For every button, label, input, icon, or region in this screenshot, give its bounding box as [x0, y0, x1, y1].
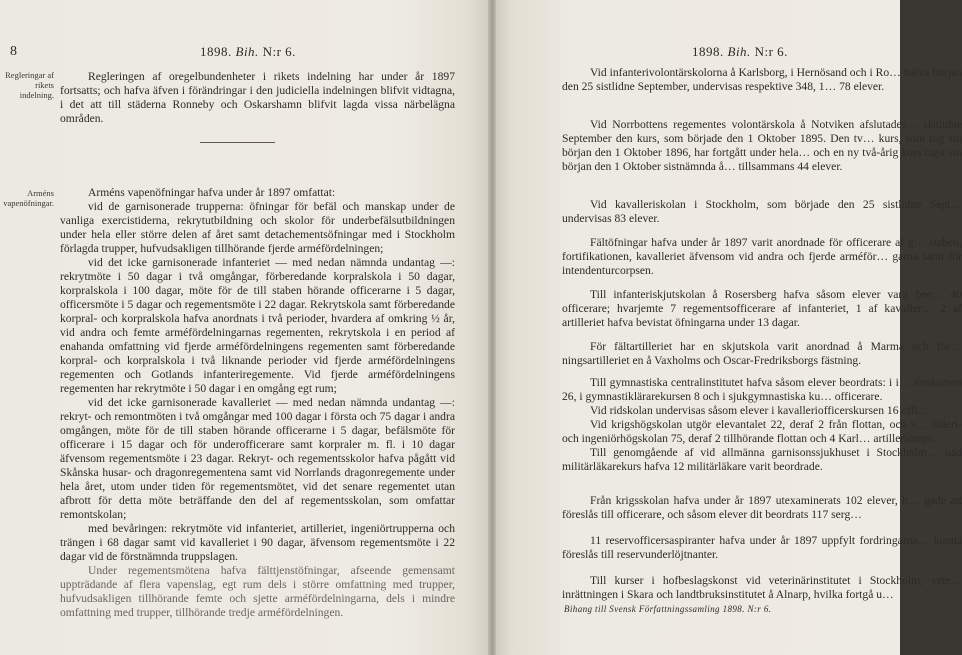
paragraph-krigsskolan: Från krigsskolan hafva under år 1897 utexaminerats 102 elever, h… gade att föreslås till officerare, och såsom elever dit beordrats 117 serg… [562, 494, 962, 521]
right-block-1 [562, 66, 962, 94]
paragraph-gymnastiska: Till gymnastiska centralinstitutet hafva såsom elever beordrats: i i… törskursen 26, i gymnastiklärarekursen 8 och i sjukgymnastiska ku… officerare. [562, 376, 962, 403]
paragraph-bevaringen: med bevåringen: rekrytmöte vid infanteriet, artilleriet, ingeniörtrupperna och trängen i 68 dagar samt vid kavalleriet i 90 dagar, äfvensom regementsmöte i 22 dagar vid de förstnämnda truppslagen. [60, 522, 455, 563]
paragraph-kavalleriet: vid det icke garnisonerade kavalleriet — med nedan nämnda undantag —: rekryt- och remontmöten i två omgångar med 100 dagar i första och 75 dagar i andra omgången, möte för de till staben hörande officerarne i 5 dagar, befälsmöte för officerare i 15 dagar och för underofficerare samt korpraler m. fl. i 10 dagar äfvensom regementsmöte i 23 dagar. Rekryt- och regementsskolor hafva pågått vid Skånska husar- och dragonregementena samt vid Norrlands dragonregemente under hela året, utom under tiden för regementsmötet, vid det senare regementet utan afbrott för detta möte beträffande den del af regementsskolan, som omfattar remontskolan; [60, 396, 455, 521]
paragraph-infanteriet: vid det icke garnisonerade infanteriet — med nedan nämnda undantag —: rekrytmöte i 50 dagar i två omgångar, förberedande korpralskola i 50 dagar, korpralskola i 100 dagar, möte för de till staben hörande officerarne i 5 dagar, officersmöte i 5 dagar och regementsmöte i 22 dagar. Rekrytskola samt förberedande korpral- och korpralskola hafva anordnats i två perioder, hvardera af omkring ½ år, vid andra och femte arméfördelningarnas regementen, rekrytskola i en period af enahanda omfattning vid fjerde arméfördelningens regementen samt förberedande korpral- och korpralskola i två liknande perioder vid fjerde arméfördelningens regementen och Gotlands infanteriregemente. Vid fjerde arméfördelningens regementen har rekrytmöte i 50 dagar i en omgång egt rum; [60, 256, 455, 395]
paragraph-hofbeslag: Till kurser i hofbeslagskonst vid veterinärinstitutet i Stockholm, vete… inrättningen i Skara och landtbruksinstitutet å Alnarp, hvilka fortgå u… [562, 574, 962, 601]
paragraph-norrbotten: Vid Norrbottens regementes volontärskola å Notviken afslutades… sistlidne September den kurs, som började den 1 Oktober 1895. Den tv… kurs, som tog sin början den 1 Oktober 1896, har fortgått under hela… och en ny två-årig kurs tagit sin början den 1 Oktober sistnämnda å… tillsammans 44 elever. [562, 118, 962, 173]
paragraph-faltofningar: Fältöfningar hafva under år 1897 varit anordnade för officerare af g… staben, fortifikationen, kavalleriet äfvensom vid andra och fjerde arméför… garna samt för intendenturcorpsen. [562, 236, 962, 277]
right-page [492, 0, 962, 655]
left-section-2 [60, 186, 455, 620]
paragraph-indelning: Regleringen af oregelbundenheter i rikets indelning har under år 1897 fortsatts; och hafva äfven i förändringar i den judiciella indelningen blifvit vidtagna, i det att till städerna Ronneby och Oskarshamn blifvit lagda vissa närbelägna områden. [60, 70, 455, 125]
right-block-8 [562, 494, 962, 522]
paragraph-faltartilleriet: För fältartilleriet har en skjutskola varit anordnad å Marma och för… ningsartilleriet en å Vaxholms och Oscar-Fredriksborgs fästning. [562, 340, 962, 367]
right-block-5 [562, 288, 962, 330]
margin-note-vapenofningar: Arméns vapenöfningar. [3, 188, 54, 208]
section-divider [200, 142, 275, 143]
margin-note-indelning: Regleringar af rikets indelning. [5, 70, 54, 100]
running-head-year: 1898. [200, 44, 232, 59]
right-block-6 [562, 340, 962, 368]
running-head-year: 1898. [692, 44, 724, 59]
running-head-bih: Bih. [727, 44, 751, 59]
paragraph-intro: Arméns vapenöfningar hafva under år 1897 omfattat: [88, 186, 336, 199]
paragraph-regementsmoten: Under regementsmötena hafva fälttjenstöfningar, afseende gemensamt uppträdande af flera vapenslag, egt rum dels i större omfattning med trupper, hufvudsakligen tillhörande femte och sjette arméfördelningarna, dels i mindre omfattning med trupper, tillhörande tredje arméfördelningen. [60, 564, 455, 619]
paragraph-infanteriskjutskolan: Till infanteriskjutskolan å Rosersberg hafva såsom elever varit bee… 40 officerare; hvarjemte 7 regementsofficerare af infanteriet, 1 af kavaller… 2 af artilleriet hafva bevistat öfningarna under 13 dagar. [562, 288, 962, 329]
paragraph-kavalleriskolan: Vid kavalleriskolan i Stockholm, som började den 25 sistlidne Sept… undervisas 83 elever. [562, 198, 962, 225]
running-head-number: N:r 6. [754, 44, 788, 59]
paragraph-garnisonssjukhuset: Till genomgående af vid allmänna garnisonssjukhuset i Stockholm… nad militärläkarekurs hafva 12 militärläkare varit beordrade. [562, 446, 962, 473]
page-footer: Bihang till Svensk Författningssamling 1898. N:r 6. [564, 604, 772, 614]
running-head-bih: Bih. [235, 44, 259, 59]
paragraph-reservofficers: 11 reservofficersaspiranter hafva under år 1897 uppfylt fordringarna… kunna föreslås till reservunderlöjtnanter. [562, 534, 962, 561]
paragraph-volontarskolor: Vid infanterivolontärskolorna å Karlsborg, i Hernösand och i Ro… hafva början den 25 sistlidne September, undervisas respektive 348, 1… 78 elever. [562, 66, 962, 93]
right-block-9 [562, 534, 962, 562]
right-block-3 [562, 198, 962, 226]
right-block-2 [562, 118, 962, 174]
page-number: 8 [10, 44, 17, 59]
running-head-right [692, 44, 788, 60]
right-block-4 [562, 236, 962, 278]
paragraph-garnisonerade: vid de garnisonerade trupperna: öfningar för befäl och manskap under de vanliga exercistiderna, rekrytutbildning och skolor för underbefälsutbildningen under hela eller större delen af året samt detachementsöfningar med i Stockholm förlagda trupper, hufvudsakligen tillhörande fjerde arméfördelningen; [60, 200, 455, 255]
running-head-left [200, 44, 296, 60]
paragraph-krigshogskolan: Vid krigshögskolan utgör elevantalet 22, deraf 2 från flottan, och v… tilleri- och ingeniörhögskolan 75, deraf 2 tillhörande flottan och 4 Karl… artillericorps. [562, 418, 962, 445]
right-block-7 [562, 376, 962, 474]
paragraph-ridskolan: Vid ridskolan undervisas såsom elever i kavalleriofficerskursen 16 offi… [590, 404, 930, 417]
right-block-10 [562, 574, 962, 602]
running-head-number: N:r 6. [262, 44, 296, 59]
left-section-1 [60, 70, 455, 126]
book-gutter [488, 0, 496, 655]
